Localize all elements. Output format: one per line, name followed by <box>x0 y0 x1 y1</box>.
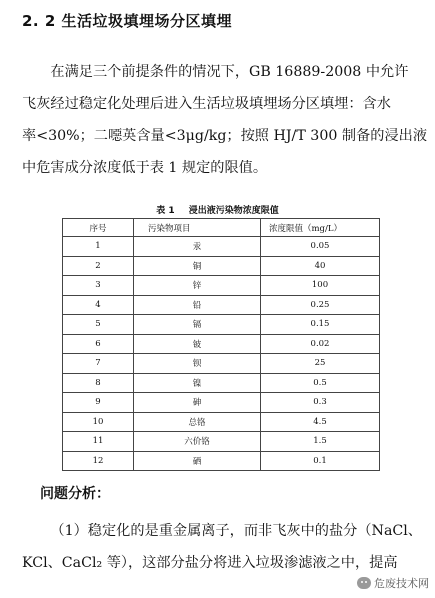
table-row <box>63 237 380 257</box>
table-caption <box>0 203 435 216</box>
table-caption-label: 表 1 <box>156 206 175 216</box>
cell-pollutant: 汞 <box>134 237 261 257</box>
table-row <box>63 412 380 432</box>
cell-pollutant: 铜 <box>134 256 261 276</box>
table-row <box>63 256 380 276</box>
cell-pollutant: 砷 <box>134 393 261 413</box>
cell-limit: 0.15 <box>261 315 380 335</box>
table-row <box>63 315 380 335</box>
cell-number: 5 <box>63 315 134 335</box>
cell-limit: 0.25 <box>261 295 380 315</box>
intro-paragraph <box>22 56 428 184</box>
cell-limit: 0.5 <box>261 373 380 393</box>
cell-limit: 0.3 <box>261 393 380 413</box>
wechat-icon <box>357 577 371 589</box>
cell-number: 2 <box>63 256 134 276</box>
table-row <box>63 373 380 393</box>
header-number: 序号 <box>63 219 134 237</box>
cell-number: 4 <box>63 295 134 315</box>
cell-pollutant: 铅 <box>134 295 261 315</box>
cell-pollutant: 六价铬 <box>134 432 261 452</box>
table-row <box>63 451 380 471</box>
cell-pollutant: 锌 <box>134 276 261 296</box>
analysis-paragraph <box>22 515 422 579</box>
cell-pollutant: 镍 <box>134 373 261 393</box>
cell-limit: 4.5 <box>261 412 380 432</box>
cell-number: 11 <box>63 432 134 452</box>
header-pollutant: 污染物项目 <box>134 219 261 237</box>
table-row <box>63 334 380 354</box>
limits-table <box>62 218 380 471</box>
table-row <box>63 432 380 452</box>
cell-limit: 100 <box>261 276 380 296</box>
cell-limit: 1.5 <box>261 432 380 452</box>
cell-limit: 0.05 <box>261 237 380 257</box>
cell-limit: 0.02 <box>261 334 380 354</box>
cell-limit: 0.1 <box>261 451 380 471</box>
cell-number: 6 <box>63 334 134 354</box>
cell-pollutant: 硒 <box>134 451 261 471</box>
paragraph-line: 飞灰经过稳定化处理后进入生活垃圾填埋场分区填埋：含水 <box>22 96 391 112</box>
cell-number: 8 <box>63 373 134 393</box>
table-row <box>63 393 380 413</box>
table-row <box>63 354 380 374</box>
watermark-text: 危废技术网 <box>374 577 429 590</box>
table-header-row <box>63 219 380 237</box>
cell-number: 1 <box>63 237 134 257</box>
paragraph-line: 率<30%；二噁英含量<3μg/kg；按照 HJ/T 300 制备的浸出液 <box>22 128 428 144</box>
paragraph-line: （1）稳定化的是重金属离子，而非飞灰中的盐分（NaCl、 <box>50 523 422 539</box>
cell-pollutant: 镉 <box>134 315 261 335</box>
cell-pollutant: 钡 <box>134 354 261 374</box>
paragraph-line: 中危害成分浓度低于表 1 规定的限值。 <box>22 160 268 176</box>
paragraph-line: 在满足三个前提条件的情况下，GB 16889-2008 中允许 <box>50 64 409 80</box>
cell-pollutant: 铍 <box>134 334 261 354</box>
analysis-heading: 问题分析： <box>40 486 110 502</box>
table-row <box>63 295 380 315</box>
cell-number: 12 <box>63 451 134 471</box>
watermark <box>355 574 431 592</box>
cell-pollutant: 总铬 <box>134 412 261 432</box>
cell-number: 9 <box>63 393 134 413</box>
paragraph-line: KCl、CaCl₂ 等），这部分盐分将进入垃圾渗滤液之中，提高 <box>22 555 398 571</box>
header-limit: 浓度限值（mg/L） <box>261 219 380 237</box>
cell-limit: 25 <box>261 354 380 374</box>
section-heading: 2. 2 生活垃圾填埋场分区填埋 <box>22 12 233 30</box>
table-row <box>63 276 380 296</box>
cell-limit: 40 <box>261 256 380 276</box>
table-caption-title: 浸出液污染物浓度限值 <box>188 206 279 216</box>
cell-number: 7 <box>63 354 134 374</box>
cell-number: 3 <box>63 276 134 296</box>
cell-number: 10 <box>63 412 134 432</box>
